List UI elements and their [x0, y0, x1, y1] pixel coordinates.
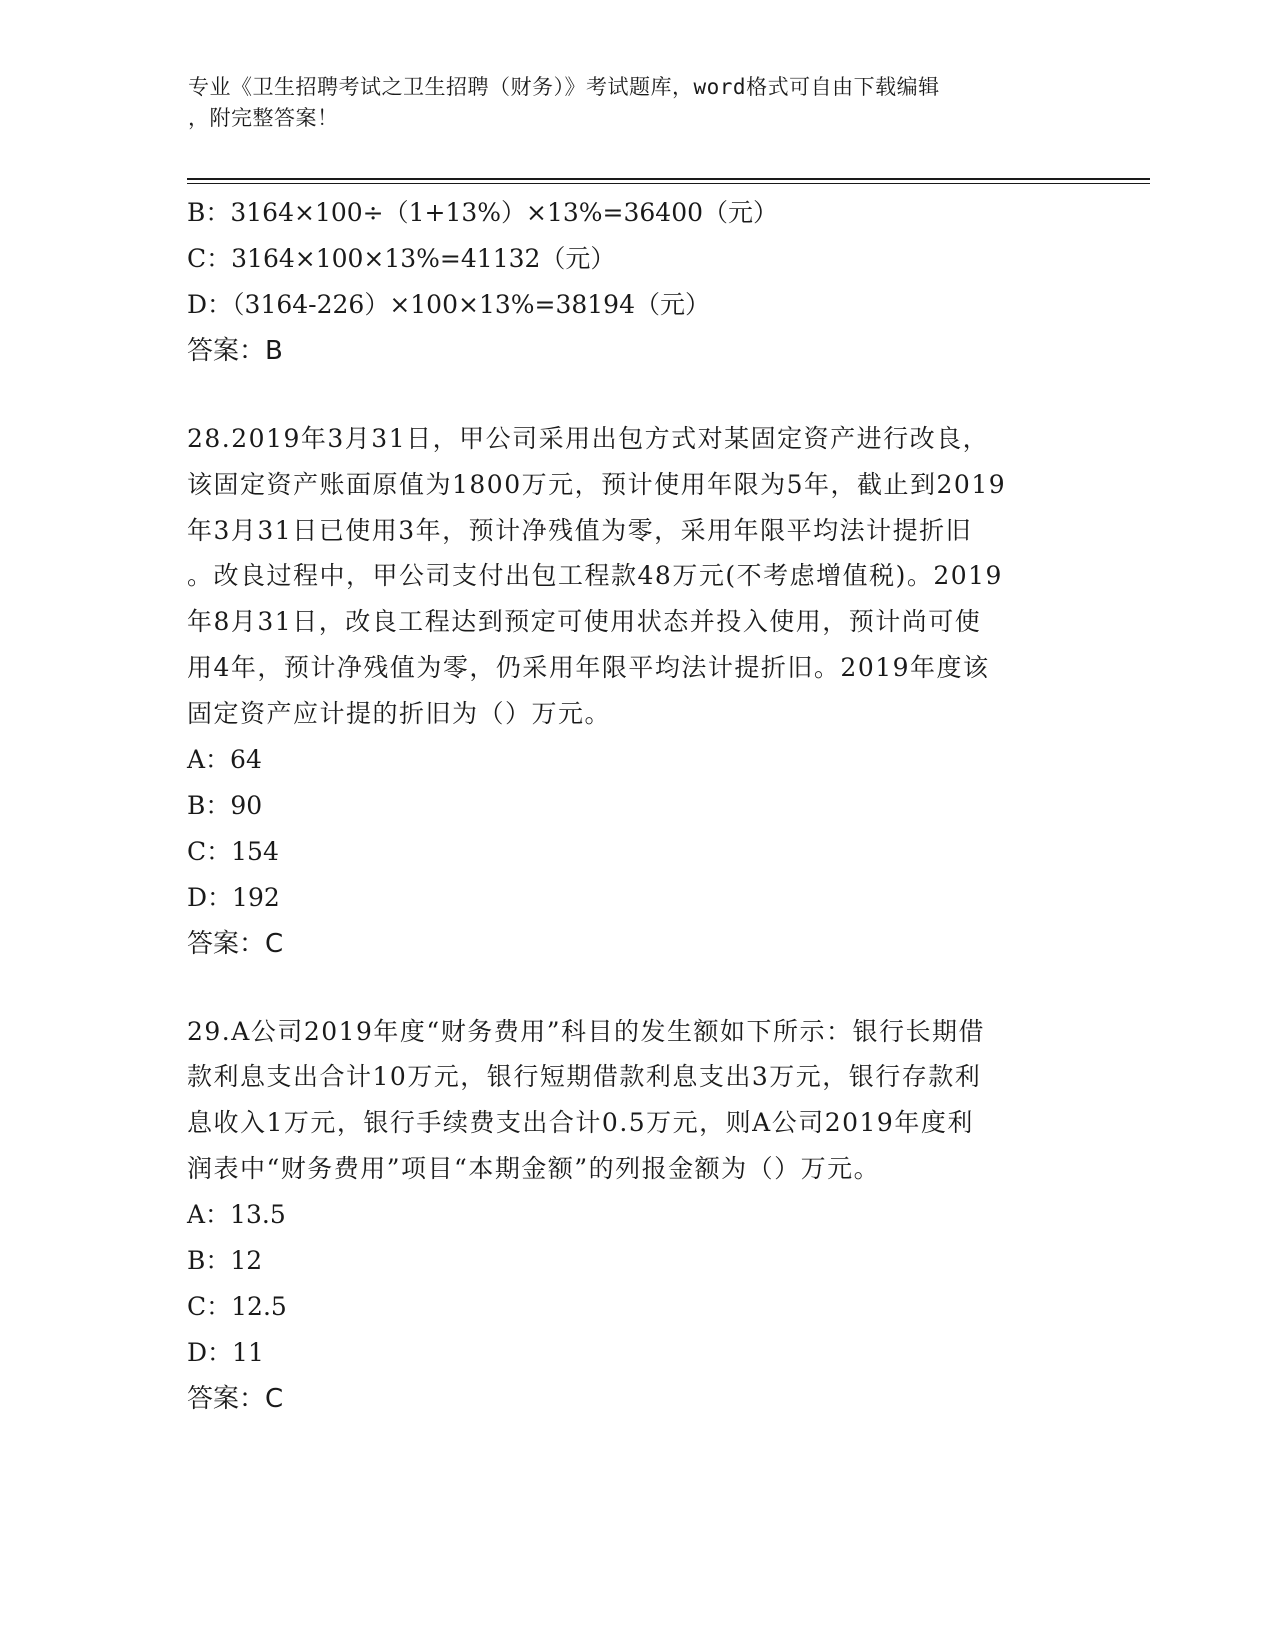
- question-29: [187, 1009, 1087, 1422]
- header-divider-thin: [187, 183, 1150, 184]
- q28-option-d: D：192: [187, 882, 280, 912]
- q27-answer: 答案：B: [187, 336, 283, 366]
- q28-answer: 答案：C: [187, 928, 284, 959]
- q27-option-c: C：3164×100×13%=41132（元）: [187, 244, 616, 273]
- q29-answer: 答案：C: [187, 1383, 284, 1414]
- header-divider-thick: [187, 178, 1150, 180]
- q27-option-d: D：（3164-226）×100×13%=38194（元）: [187, 290, 710, 319]
- document-header: [188, 72, 1078, 134]
- q29-stem: 29.A公司2019年度“财务费用”科目的发生额如下所示：银行长期借 款利息支出合计10万元，银行短期借款利息支出3万元，银行存款利 息收入1万元，银行手续费支出合计0.5万元，则A公司2019年度利 润表中“财务费用”项目“本期金额”的列报金额为（）万元。: [187, 1016, 985, 1183]
- question-28: [187, 416, 1087, 967]
- question-content: [187, 190, 1087, 1422]
- q29-option-a: A：13.5: [187, 1199, 286, 1229]
- q29-option-b: B：12: [187, 1245, 263, 1275]
- header-line-1: 专业《卫生招聘考试之卫生招聘（财务）》考试题库，word格式可自由下载编辑: [188, 75, 940, 99]
- q28-option-a: A：64: [187, 744, 262, 774]
- q28-option-b: B：90: [187, 790, 263, 820]
- q27-option-b: B：3164×100÷（1+13%）×13%=36400（元）: [187, 198, 779, 227]
- q28-option-c: C：154: [187, 836, 279, 866]
- question-27: [187, 190, 1087, 374]
- q29-option-d: D：11: [187, 1337, 264, 1367]
- q28-stem: 28.2019年3月31日，甲公司采用出包方式对某固定资产进行改良， 该固定资产账面原值为1800万元，预计使用年限为5年，截止到2019 年3月31日已使用3年，预计净残值为零，采用年限平均法计提折旧 。改良过程中，甲公司支付出包工程款48万元(不考虑增值税)。2019 年8月31日，改良工程达到预定可使用状态并投入使用，预计尚可使 用4年，预计净残值为零，仍采用年限平均法计提折旧。2019年度该 固定资产应计提的折旧为（）万元。: [187, 424, 1007, 728]
- spacer: [187, 374, 1087, 416]
- header-line-2: ，附完整答案！: [188, 106, 339, 130]
- spacer: [187, 967, 1087, 1009]
- q29-option-c: C：12.5: [187, 1291, 287, 1321]
